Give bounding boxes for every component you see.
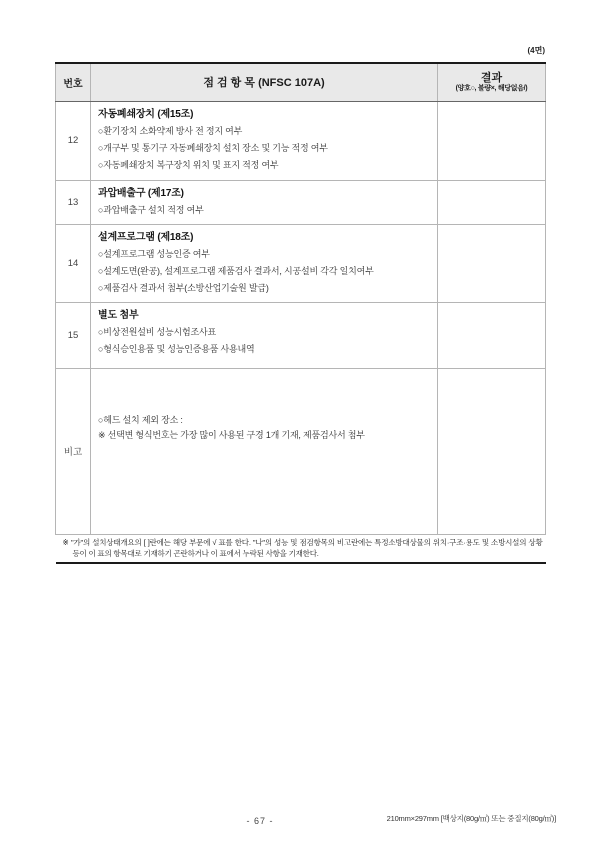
header-items-code: (NFSC 107A) (258, 77, 325, 90)
check-item: ○자동폐쇄장치 복구장치 위치 및 표지 적정 여부 (98, 159, 279, 170)
row-number-cell: 14 (56, 224, 91, 302)
header-result-label: 결과 (480, 71, 503, 84)
row-items-cell (91, 180, 438, 224)
footer-paper-spec: 210mm×297mm [백상지(80g/㎡) 또는 중질지(80g/㎡)] (386, 814, 556, 823)
row-number-cell: 12 (56, 101, 91, 180)
check-item: ○설계도면(완공), 설계프로그램 제품검사 결과서, 시공설비 각각 일치여부 (98, 265, 374, 276)
table-header-row (56, 63, 546, 101)
header-result-legend: (양호○, 불량×, 해당없음/) (455, 84, 528, 92)
row-items-cell (91, 101, 438, 180)
row-items-cell (91, 302, 438, 368)
header-items-label: 점 검 항 목 (203, 77, 255, 90)
table-row-13 (56, 180, 546, 224)
remark-line: ※ 선택변 형식번호는 가장 많이 사용된 구경 1개 기재, 제품검사서 첨부 (98, 429, 365, 440)
check-item: ○과압배출구 설치 적정 여부 (98, 204, 204, 215)
header-number: 번호 (56, 63, 91, 101)
row-items-cell (91, 224, 438, 302)
table-footnote: ※ "가"의 설치상태개요의 [ ]란에는 해당 부문에 √ 표를 한다. "나"의 성능 및 점검항목의 비고란에는 특정소방대상물의 위치·구조·용도 및 소방시설의 상황 등이 이 표의 항목대로 기재하기 곤란하거나 이 표에서 누락된 사항을 기재한다. (56, 534, 546, 563)
remarks-content-cell (91, 368, 438, 534)
check-item: ○제품검사 결과서 첨부(소방산업기술원 발급) (98, 282, 269, 293)
remarks-row (56, 368, 546, 534)
remark-line: ○헤드 설치 제외 장소 : (98, 414, 183, 425)
header-items (91, 63, 438, 101)
check-item: ○개구부 및 통기구 자동폐쇄장치 설치 장소 및 기능 적정 여부 (98, 142, 328, 153)
result-cell (438, 101, 546, 180)
section-title: 자동폐쇄장치 (제15조) (98, 108, 194, 120)
table-row-12 (56, 101, 546, 180)
section-title: 별도 첨부 (98, 309, 139, 321)
footnote-row (56, 534, 546, 563)
section-title: 과압배출구 (제17조) (98, 187, 184, 199)
result-cell (438, 302, 546, 368)
corner-page-label: (4면) (527, 46, 545, 55)
row-number-cell: 13 (56, 180, 91, 224)
check-item: ○설계프로그램 성능인증 여부 (98, 248, 210, 259)
remarks-label-cell: 비고 (56, 368, 91, 534)
result-cell (438, 368, 546, 534)
header-result (438, 63, 546, 101)
footer-page-number: - 67 - (246, 816, 274, 826)
row-number-cell: 15 (56, 302, 91, 368)
result-cell (438, 180, 546, 224)
table-row-14 (56, 224, 546, 302)
table-row-15 (56, 302, 546, 368)
checklist-table (55, 62, 546, 564)
check-item: ○환기장치 소화약제 방사 전 정지 여부 (98, 125, 243, 136)
section-title: 설계프로그램 (제18조) (98, 231, 194, 243)
check-item: ○비상전원설비 성능시험조사표 (98, 326, 216, 337)
check-item: ○형식승인용품 및 성능인증용품 사용내역 (98, 343, 255, 354)
result-cell (438, 224, 546, 302)
